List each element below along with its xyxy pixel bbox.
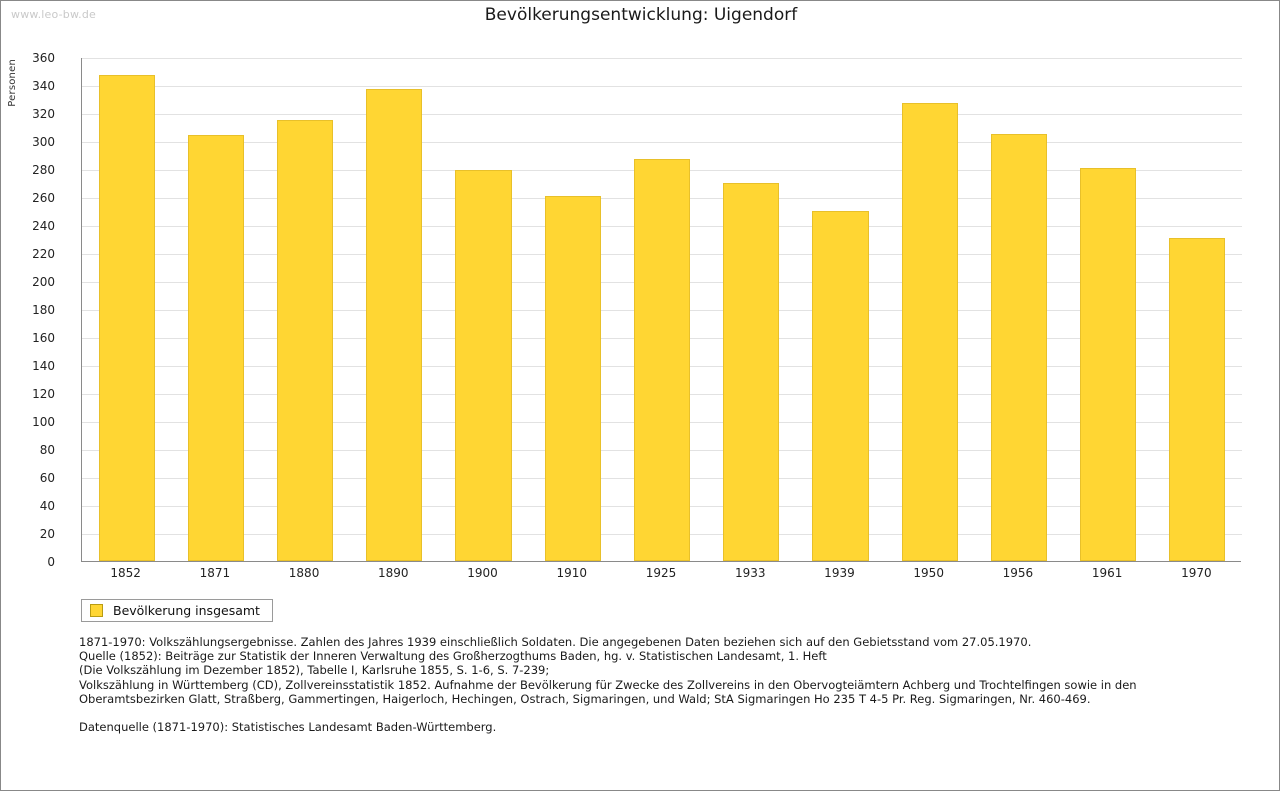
- y-axis-tick-label: 340: [32, 79, 55, 93]
- y-axis-tick-label: 80: [39, 443, 55, 457]
- y-axis-tick-label: 200: [32, 275, 55, 289]
- bar: [1080, 168, 1136, 561]
- legend-label: Bevölkerung insgesamt: [113, 603, 260, 618]
- y-axis-tick-label: 0: [47, 555, 55, 569]
- source-note: Datenquelle (1871-1970): Statistisches Landesamt Baden-Württemberg.: [79, 720, 497, 735]
- y-axis-tick-label: 320: [32, 107, 55, 121]
- x-axis-tick-label: 1961: [1091, 566, 1123, 580]
- footnote-line-3: (Die Volkszählung im Dezember 1852), Tabelle I, Karlsruhe 1855, S. 1-6, S. 7-239;: [79, 663, 550, 678]
- y-axis-tick-label: 180: [32, 303, 55, 317]
- bar: [991, 134, 1047, 561]
- x-axis-tick-label: 1910: [556, 566, 588, 580]
- bar: [634, 159, 690, 561]
- bar: [902, 103, 958, 561]
- legend-color-swatch: [90, 604, 103, 617]
- x-axis-tick-label: 1880: [288, 566, 320, 580]
- x-axis-tick-label: 1970: [1181, 566, 1212, 580]
- chart-legend: [81, 599, 273, 622]
- bar: [188, 135, 244, 561]
- bar: [723, 183, 779, 561]
- y-axis-tick-label: 100: [32, 415, 55, 429]
- bar: [277, 120, 333, 561]
- y-axis-tick-label: 240: [32, 219, 55, 233]
- bar: [545, 196, 601, 561]
- footnote-line-4: Volkszählung in Württemberg (CD), Zollvereinsstatistik 1852. Aufnahme der Bevölkerung für Zwecke des Zollvereins in den Obervogteiämtern Achberg und Trochtelfingen sowie in den Oberamtsbezirken Glatt, Straßberg, Gammertingen, Haigerloch, Hechingen, Ostrach, Sigmaringen, und Wald; StA Sigmaringen Ho 235 T 4-5 Pr. Reg. Sigmaringen, Nr. 460-469.: [79, 677, 1137, 706]
- plot-frame: [81, 58, 1241, 562]
- x-axis-tick-label: 1956: [1002, 566, 1034, 580]
- bar: [1169, 238, 1225, 561]
- x-axis-tick-label: 1900: [467, 566, 498, 580]
- y-axis-tick-label: 20: [39, 527, 55, 541]
- y-axis-tick-label: 140: [32, 359, 55, 373]
- footnotes: [79, 635, 1209, 734]
- bar: [99, 75, 155, 561]
- footnote-line-1: 1871-1970: Volkszählungsergebnisse. Zahlen des Jahres 1939 einschließlich Soldaten. Die angegebenen Daten beziehen sich auf den Gebietsstand vom 27.05.1970.: [79, 635, 1032, 649]
- y-axis-label: Personen: [7, 59, 18, 107]
- y-axis-tick-label: 40: [39, 499, 55, 513]
- x-axis-tick-label: 1890: [378, 566, 409, 580]
- bar: [812, 211, 868, 561]
- y-axis-tick-label: 220: [32, 247, 55, 261]
- page-title: Bevölkerungsentwicklung: Uigendorf: [484, 5, 798, 25]
- y-axis-tick-label: 260: [32, 191, 55, 205]
- y-axis-tick-label: 120: [32, 387, 55, 401]
- gridline: [82, 58, 1242, 59]
- x-axis-tick-label: 1925: [645, 566, 677, 580]
- y-axis-tick-label: 360: [32, 51, 55, 65]
- x-axis-tick-label: 1950: [913, 566, 944, 580]
- y-axis-tick-label: 300: [32, 135, 55, 149]
- gridline: [82, 114, 1242, 115]
- gridline: [82, 142, 1242, 143]
- plot-area: [32, 51, 1241, 580]
- gridline: [82, 86, 1242, 87]
- watermark-label: www.leo-bw.de: [11, 8, 97, 21]
- x-axis-tick-label: 1933: [734, 566, 766, 580]
- bar: [455, 170, 511, 561]
- x-axis-tick-label: 1939: [824, 566, 855, 580]
- y-axis-tick-label: 160: [32, 331, 55, 345]
- bar: [366, 89, 422, 561]
- y-axis-tick-label: 60: [39, 471, 55, 485]
- y-axis-tick-label: 280: [32, 163, 55, 177]
- x-axis-tick-label: 1852: [110, 566, 141, 580]
- footnote-spacer: [79, 706, 1209, 720]
- x-axis-tick-label: 1871: [199, 566, 231, 580]
- footnote-line-2: Quelle (1852): Beiträge zur Statistik der Inneren Verwaltung des Großherzogthums Baden, hg. v. Statistischen Landesamt, 1. Heft: [79, 649, 827, 664]
